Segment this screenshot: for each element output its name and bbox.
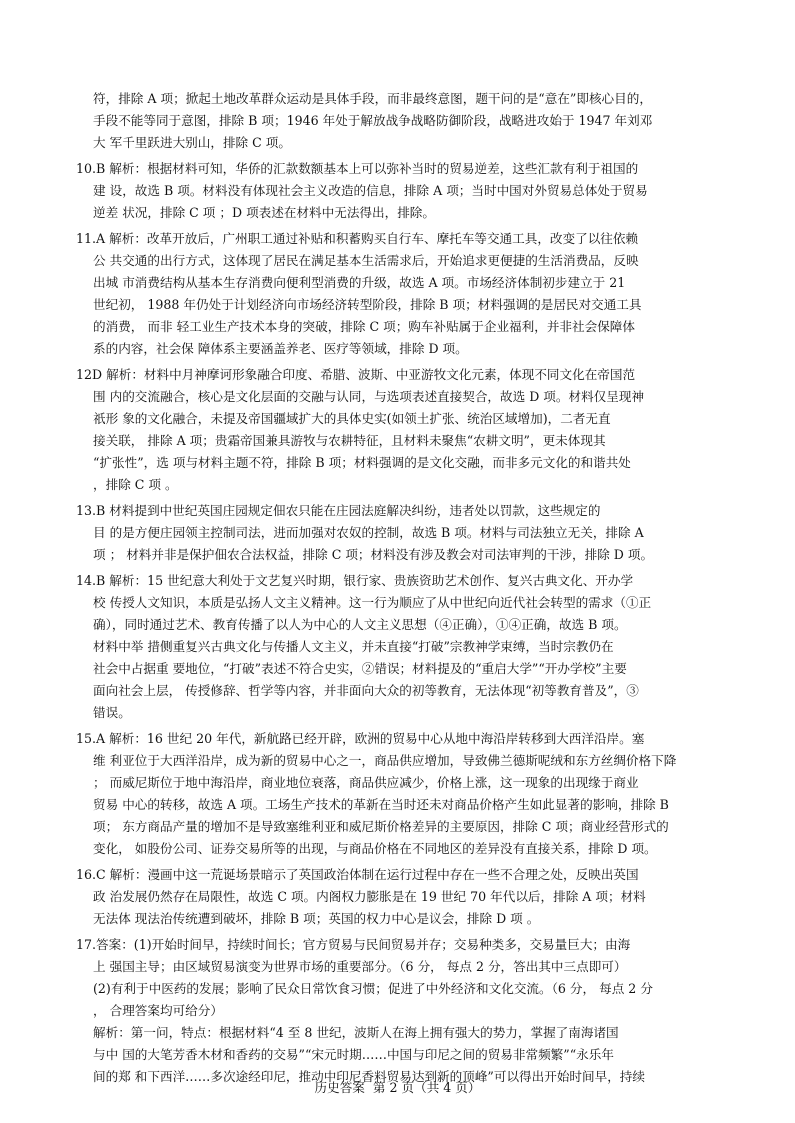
text-line: 政 治发展仍然存在局限性，故选 C 项。内阁权力膨胀是在 19 世纪 70 年代以后，排除 A 项；材料 — [93, 889, 646, 904]
answer-item-16 — [76, 864, 731, 930]
text-line: 间的郑 和下西洋……多次途经印尼，推动中印尼香料贸易达到新的顶峰”可以得出开始时间早，持续 — [93, 1069, 645, 1084]
text-line: 16.C 解析：漫画中这一荒诞场景暗示了英国政治体制在运行过程中存在一些不合理之处，反映出英国 — [76, 867, 639, 882]
text-line: 公 共交通的出行方式，这体现了居民在满足基本生活需求后，开始追求更便捷的生活消费品，反映 — [93, 253, 639, 268]
text-line: 世纪初， 1988 年仍处于计划经济向市场经济转型阶段，排除 B 项；材料强调的是居民对交通工具 — [93, 297, 642, 312]
text-line: 13.B 材料提到中世纪英国庄园规定佃农只能在庄园法庭解决纠纷，违者处以罚款，这些规定的 — [76, 503, 601, 518]
block-prev-continuation — [76, 88, 731, 154]
text-line: 符，排除 A 项；掀起土地改革群众运动是具体手段，而非最终意图，题干问的是“意在”即核心目的， — [93, 91, 652, 106]
text-line: 目 的是方便庄园领主控制司法，进而加强对农奴的控制，故选 B 项。材料与司法独立无关，排除 A — [93, 525, 644, 540]
text-line: 面向社会上层， 传授修辞、哲学等内容，并非面向大众的初等教育，无法体现“初等教育普及”，③ — [93, 683, 639, 698]
text-line: 校 传授人文知识，本质是弘扬人文主义精神。这一行为顺应了从中世纪向近代社会转型的需求（①正 — [93, 595, 652, 610]
text-line: 建 设，故选 B 项。材料没有体现社会主义改造的信息，排除 A 项；当时中国对外贸易总体处于贸易 — [93, 183, 648, 198]
text-line: ， 合理答案均可给分） — [93, 1003, 223, 1018]
text-line: 祇形 象的文化融合，未提及帝国疆域扩大的具体史实(如领土扩张、统治区域增加)，二者无直 — [93, 411, 611, 426]
text-line: 围 内的交流融合，核心是文化层面的交融与认同，与选项表述直接契合，故选 D 项。材料仅呈现神 — [93, 389, 645, 404]
text-line: 的消费， 而非 轻工业生产技术本身的突破，排除 C 项；购车补贴属于企业福利，并非社会保障体 — [93, 319, 635, 334]
text-line: 17.答案：(1)开始时间早，持续时间长；官方贸易与民间贸易并存；交易种类多，交易量巨大；由海 — [76, 937, 631, 952]
footer-subject: 历史答案 — [314, 1080, 365, 1095]
text-line: 上 强国主导；由区域贸易演变为世界市场的重要部分。（6 分， 每点 2 分，答出其中三点即可） — [93, 959, 627, 974]
text-line: 材料中举 措侧重复兴古典文化与传播人文主义，并未直接“打破”宗教神学束缚，当时宗教仍在 — [93, 639, 614, 654]
text-line: 项 ； 材料并非是保护佃农合法权益，排除 C 项；材料没有涉及教会对司法审判的干涉，排除 D 项。 — [93, 547, 654, 562]
text-line: 项； 东方商品产量的增加不是导致塞维利亚和威尼斯价格差异的主要原因，排除 C 项；商业经营形式的 — [93, 819, 669, 834]
text-line: 15.A 解析：16 世纪 20 年代，新航路已经开辟，欧洲的贸易中心从地中海沿岸转移到大西洋沿岸。塞 — [76, 731, 645, 746]
text-line: 11.A 解析：改革开放后，广州职工通过补贴和积蓄购买自行车、摩托车等交通工具，改变了以往依赖 — [76, 231, 639, 246]
text-line: 确），同时通过艺术、教育传播了以人为中心的人文主义思想（④正确），①④正确，故选 B 项。 — [93, 617, 627, 632]
text-line: (2)有利于中医药的发展；影响了民众日常饮食习惯；促进了中外经济和文化交流。（6 分， 每点 2 分 — [93, 981, 653, 996]
answer-item-14 — [76, 570, 731, 724]
answer-item-13 — [76, 500, 731, 566]
text-line: 10.B 解析：根据材料可知，华侨的汇款数额基本上可以弥补当时的贸易逆差，这些汇款有利于祖国的 — [76, 161, 639, 176]
answer-content — [76, 88, 731, 1092]
text-line: ； 而威尼斯位于地中海沿岸，商业地位衰落，商品供应减少，价格上涨，这一现象的出现缘于商业 — [93, 775, 639, 790]
text-line: 逆差 状况，排除 C 项 ；D 项表述在材料中无法得出，排除。 — [93, 205, 435, 220]
text-line: 出城 市消费结构从基本生存消费向便利型消费的升级，故选 A 项。市场经济体制初步建立于 21 — [93, 275, 626, 290]
answer-item-12 — [76, 364, 731, 496]
text-line: 与中 国的大笔芳香木材和香药的交易”“宋元时期……中国与印尼之间的贸易非常频繁”“永乐年 — [93, 1047, 614, 1062]
text-line: 维 利亚位于大西洋沿岸，成为新的贸易中心之一，商品供应增加，导致佛兰德斯呢绒和东方丝绸价格下降 — [93, 753, 677, 768]
text-line: 无法体 现法治传统遭到破坏，排除 B 项；英国的权力中心是议会，排除 D 项 。 — [93, 911, 540, 926]
text-line: 接关联， 排除 A 项；贵霜帝国兼具游牧与农耕特征，且材料未聚焦“农耕文明”，更未体现其 — [93, 433, 606, 448]
answer-item-17 — [76, 934, 731, 1088]
text-line: 错误。 — [93, 705, 131, 720]
text-line: “扩张性”，选 项与材料主题不符，排除 B 项；材料强调的是文化交融，而非多元文化的和谐共处 — [93, 455, 631, 470]
answer-item-11 — [76, 228, 731, 360]
text-line: 12D 解析：材料中月神摩诃形象融合印度、希腊、波斯、中亚游牧文化元素，体现不同文化在帝国范 — [76, 367, 636, 382]
text-line: ，排除 C 项 。 — [93, 477, 178, 492]
text-line: 系的内容，社会保 障体系主要涵盖养老、医疗等领域，排除 D 项。 — [93, 341, 468, 356]
text-line: 变化， 如股份公司、证券交易所等的出现，与商品价格在不同地区的差异没有直接关系，排除 D 项。 — [93, 841, 657, 856]
text-line: 手段不能等同于意图，排除 B 项；1946 年处于解放战争战略防御阶段，战略进攻始于 1947 年刘邓 — [93, 113, 653, 128]
answer-item-10 — [76, 158, 731, 224]
answer-item-15 — [76, 728, 731, 860]
text-line: 社会中占据重 要地位，“打破”表述不符合史实，②错误；材料提及的“重启大学”“开办学校”主要 — [93, 661, 627, 676]
text-line: 解析：第一问，特点：根据材料“4 至 8 世纪，波斯人在海上拥有强大的势力，掌握了南海诸国 — [93, 1025, 619, 1040]
text-line: 大 军千里跃进大别山，排除 C 项。 — [93, 135, 291, 150]
page-footer — [0, 1078, 795, 1098]
footer-page-number: 第 2 页（共 4 页） — [372, 1080, 481, 1095]
text-line: 14.B 解析：15 世纪意大利处于文艺复兴时期，银行家、贵族资助艺术创作、复兴古典文化、开办学 — [76, 573, 634, 588]
text-line: 贸易 中心的转移，故选 A 项。工场生产技术的革新在当时还未对商品价格产生如此显著的影响，排除 B — [93, 797, 669, 812]
